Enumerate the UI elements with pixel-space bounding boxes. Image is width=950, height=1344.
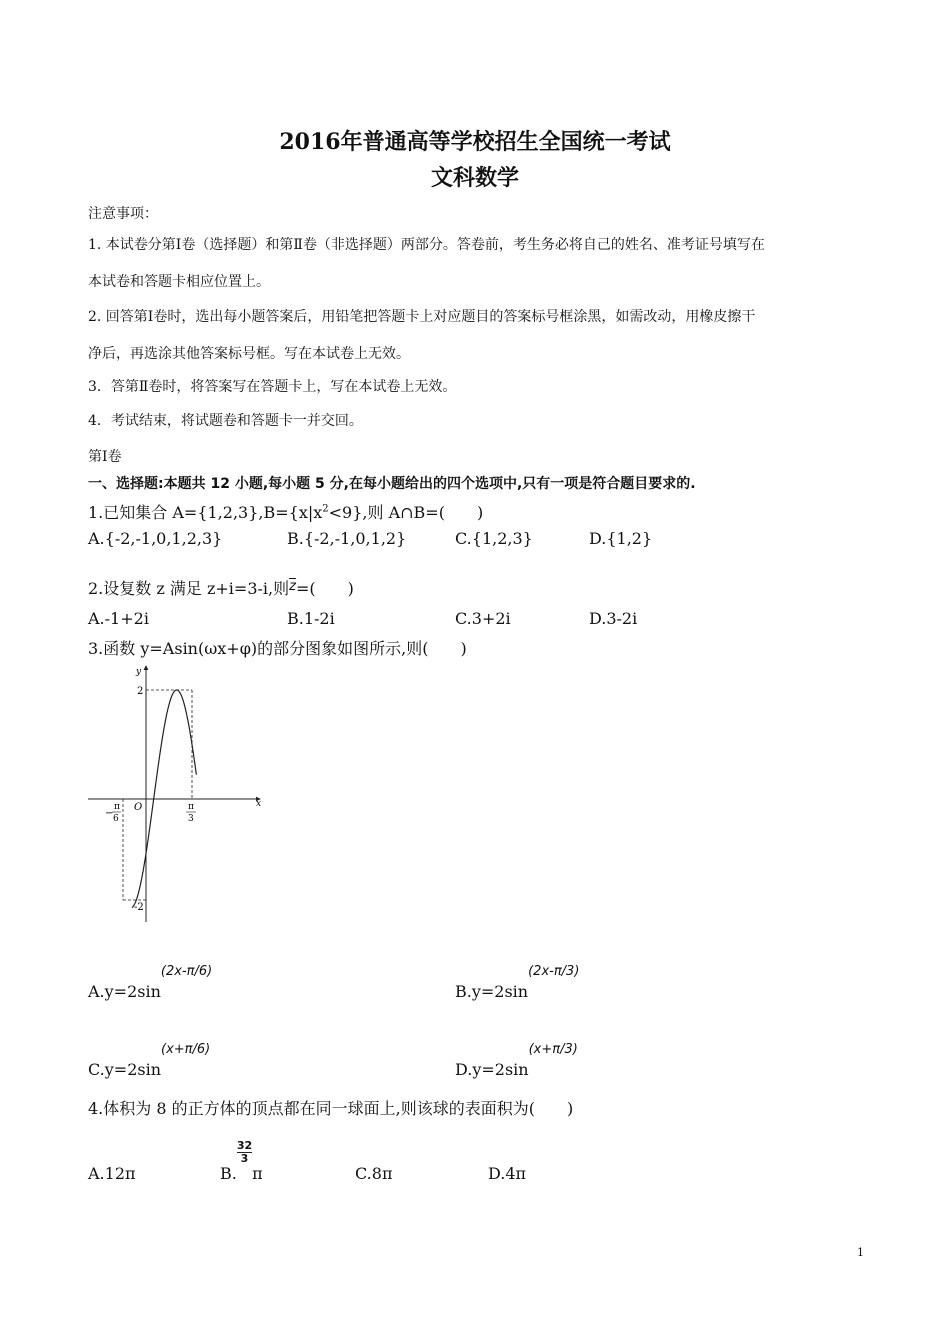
q3-stem: 3.函数 y=Asin(ωx+φ)的部分图象如图所示,则( ) [88,639,467,658]
q4-option-b-fraction [237,1140,252,1165]
q3-option-a-arg: (2x-π/6) [160,964,213,979]
q1-stem-sup: 2 [322,503,329,515]
q4-b-num: 32 [236,1139,253,1152]
q3-sine-graph [84,660,274,930]
y-min-label: -2 [134,902,144,913]
q3-option-b-text: B.y=2sin [455,982,529,1001]
x-left-num: π [114,802,120,812]
q4-option-c[interactable]: C.8π [355,1164,393,1183]
q3-option-c-text: C.y=2sin [88,1060,162,1079]
notes-heading: 注意事项： [88,206,158,222]
section-instruction: 一、选择题:本题共 12 小题,每小题 5 分,在每小题给出的四个选项中,只有一项是符合题目要求的. [88,476,696,492]
x-left-sign: − [105,808,114,819]
q1-option-a[interactable]: A.{-2,-1,0,1,2,3} [88,529,223,548]
note-1-line-1: 1. 本试卷分第Ⅰ卷（选择题）和第Ⅱ卷（非选择题）两部分。答卷前，考生务必将自己的姓名、准考证号填写在 [88,237,765,253]
q3-option-d[interactable] [455,1038,578,1079]
note-2-line-1: 2. 回答第Ⅰ卷时，选出每小题答案后，用铅笔把答题卡上对应题目的答案标号框涂黑，如需改动，用橡皮擦干 [88,309,756,325]
page-subtitle: 文科数学 [430,165,519,191]
q4-option-b[interactable] [220,1140,263,1183]
q2-zbar: z [289,579,296,594]
page-number: 1 [857,1246,864,1259]
y-axis-label: y [136,667,142,677]
page-title: 2016年普通高等学校招生全国统一考试 [279,129,671,155]
note-1-line-2: 本试卷和答题卡相应位置上。 [88,274,270,290]
x-axis-label: x [256,799,262,809]
q1-option-d[interactable]: D.{1,2} [589,529,653,548]
q2-stem [88,576,354,599]
q3-option-d-arg: (x+π/3) [528,1042,578,1057]
q3-option-c[interactable] [88,1038,210,1079]
origin-label: O [134,802,143,813]
q3-option-b-arg: (2x-π/3) [528,964,580,979]
note-2-line-2: 净后，再选涂其他答案标号框。写在本试卷上无效。 [88,346,410,362]
section-label: 第Ⅰ卷 [88,449,122,465]
q3-option-d-text: D.y=2sin [455,1060,529,1079]
q1-stem-b: <9},则 A∩B=( ) [328,503,484,522]
q2-option-d[interactable]: D.3-2i [589,609,638,628]
q2-stem-a: 2.设复数 z 满足 z+i=3-i,则 [88,579,290,598]
q2-option-b[interactable]: B.1-2i [287,609,335,628]
q3-option-b[interactable] [455,960,579,1001]
note-4: 4．考试结束，将试题卷和答题卡一并交回。 [88,413,363,429]
q3-option-a[interactable] [88,960,212,1001]
q1-option-b[interactable]: B.{-2,-1,0,1,2} [287,529,407,548]
q4-b-den: 3 [237,1152,252,1165]
q3-option-a-text: A.y=2sin [88,982,161,1001]
q2-option-c[interactable]: C.3+2i [455,609,511,628]
x-right-num: π [188,802,194,812]
q1-stem-a: 1.已知集合 A={1,2,3},B={x|x [88,503,323,522]
q4-option-b-prefix: B. [220,1164,237,1183]
q3-option-c-arg: (x+π/6) [161,1042,211,1057]
q2-stem-b: =( ) [295,579,354,598]
q4-stem: 4.体积为 8 的正方体的顶点都在同一球面上,则该球的表面积为( ) [88,1099,574,1118]
q4-option-d[interactable]: D.4π [488,1164,527,1183]
y-max-label: 2 [137,686,144,697]
q2-option-a[interactable]: A.-1+2i [88,609,149,628]
x-left-den: 6 [113,814,119,824]
q1-option-c[interactable]: C.{1,2,3} [455,529,533,548]
q1-stem [88,500,483,523]
x-right-den: 3 [188,814,194,824]
note-3: 3．答第Ⅱ卷时，将答案写在答题卡上，写在本试卷上无效。 [88,379,457,395]
q4-option-b-suffix: π [252,1164,263,1183]
q4-option-a[interactable]: A.12π [88,1164,136,1183]
